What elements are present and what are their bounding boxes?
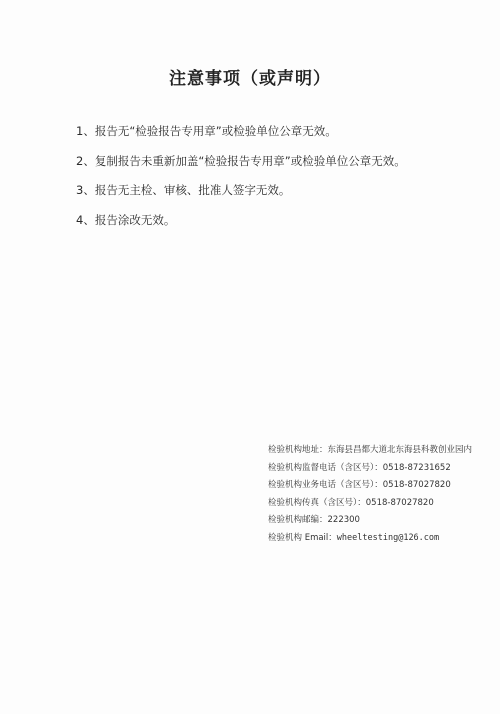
contact-email-value: wheeltesting@126.com — [336, 532, 440, 543]
note-item-4: 4、报告涂改无效。 — [76, 212, 176, 227]
contact-fax-row — [268, 497, 490, 509]
contact-business-phone-row — [268, 479, 490, 491]
contact-address-label: 检验机构地址： — [268, 445, 328, 455]
contact-postcode-label: 检验机构邮编： — [268, 515, 328, 526]
note-item-1: 1、报告无“检验报告专用章”或检验单位公章无效。 — [76, 124, 337, 138]
contact-supervision-phone-label: 检验机构监督电话（含区号）： — [268, 462, 383, 473]
note-item-2: 2、复制报告未重新加盖“检验报告专用章”或检验单位公章无效。 — [76, 153, 406, 168]
contact-supervision-phone-row — [268, 462, 490, 474]
contact-fax-label: 检验机构传真（含区号）： — [268, 497, 366, 508]
contact-postcode-row — [268, 514, 490, 526]
contact-business-phone-label: 检验机构业务电话（含区号）： — [268, 480, 383, 491]
notes-list — [76, 124, 476, 242]
contact-address-row — [268, 444, 490, 456]
contact-postcode-value: 222300 — [327, 515, 360, 526]
contact-fax-value: 0518-87027820 — [365, 497, 434, 508]
contact-info-block — [268, 444, 490, 550]
contact-email-row — [268, 532, 490, 544]
note-item-3: 3、报告无主检、审核、批准人签字无效。 — [76, 183, 291, 197]
contact-email-label: 检验机构 Email： — [268, 532, 337, 543]
contact-business-phone-value: 0518-87027820 — [382, 480, 451, 491]
page-title: 注意事项（或声明） — [169, 69, 331, 89]
contact-supervision-phone-value: 0518-87231652 — [382, 462, 451, 473]
contact-address-value: 东海县昌都大道北东海县科教创业园内 — [327, 445, 473, 455]
